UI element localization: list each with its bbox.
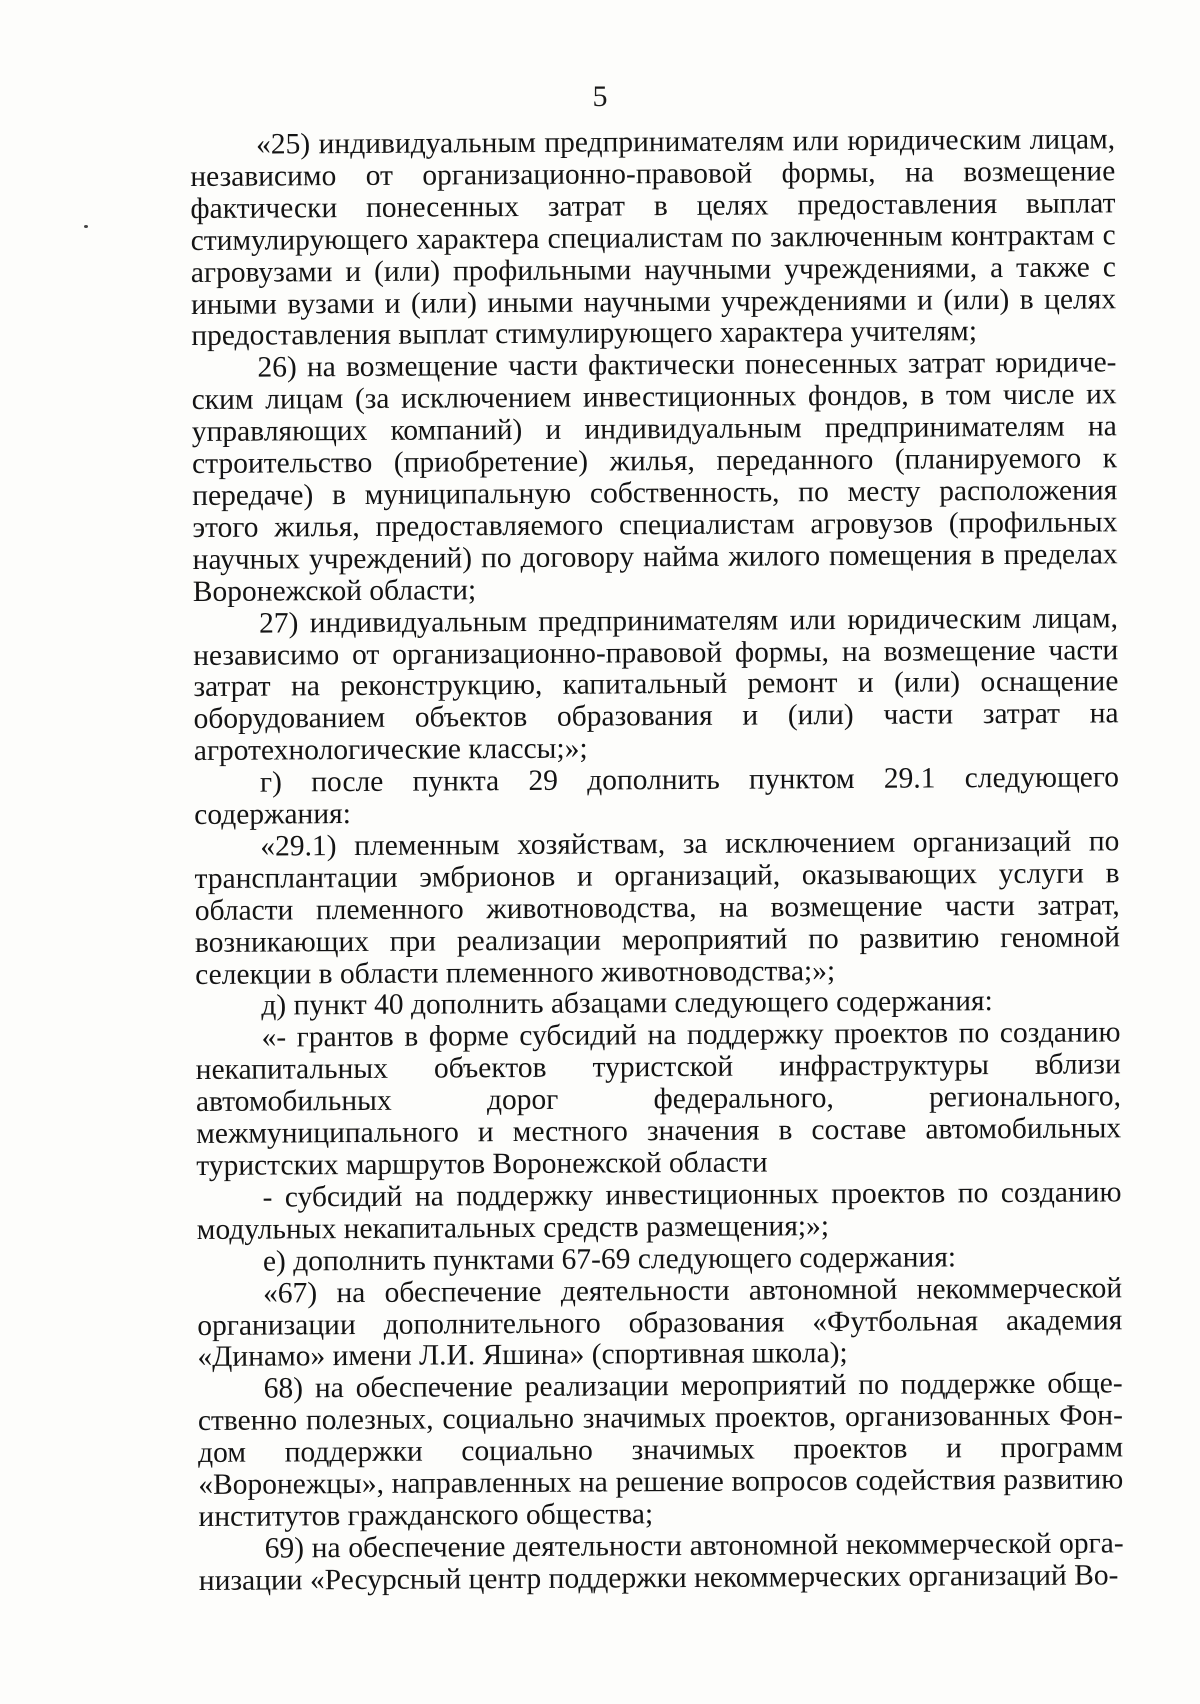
scan-speck: [84, 225, 88, 228]
paragraph-item-25: «25) индивидуальным предпринимателям или юридическим лицам, независимо от организационно-правовой формы, на возмещение фактически понесенных затрат в целях предоставления выплат стимулирующего характера специалистам по заключенным контрактам с агровузами и (или) профильными научными учреждениями, а также с иными вузами и (или) иными научными учреждениями и (или) в целях предоставления выплат стимулирующего характера учителям;: [190, 123, 1117, 353]
paragraph-grants-bullet: «- грантов в форме субсидий на поддержку проектов по созданию некапитальных объектов туристской инфраструктуры вблизи автомобильных дорог федерального, регионального, межмуниципального и местного значения в составе автомобильных туристских маршрутов Воронежской области: [195, 1016, 1122, 1182]
paragraph-subclause-e: е) дополнить пунктами 67-69 следующего содержания:: [262, 1241, 957, 1278]
paragraph-subclause-d: д) пункт 40 дополнить абзацами следующего содержания:: [261, 985, 993, 1023]
paragraph-item-67: «67) на обеспечение деятельности автономной некоммерческой организации дополнительного образования «Футбольная академия «Динамо» имени Л.И. Яшина» (спортивная школа);: [197, 1271, 1123, 1374]
paragraph-subsidies-bullet: - субсидий на поддержку инвестиционных проектов по созданию модульных некапитальных средств размещения;»;: [196, 1176, 1122, 1246]
paragraph-item-68: 68) на обеспечение реализации мероприятий по поддержке общественно полезных, социально значимых проектов, организованных Фондом поддержки социально значимых проектов и программ «Воронежцы», направленных на решение вопросов содействия развитию институтов гражданского общества;: [197, 1367, 1124, 1533]
document-body: [190, 124, 1124, 1597]
page-number: 5: [592, 80, 608, 113]
paragraph-item-27: 27) индивидуальным предпринимателям или юридическим лицам, независимо от организационно-правовой формы, на возмещение части затрат на реконструкцию, капитальный ремонт и (или) оснащение оборудованием объектов образования и (или) части затрат на агротехнологические классы;»;: [193, 601, 1119, 768]
paragraph-item-69: 69) на обеспечение деятельности автономной некоммерческой организации «Ресурсный центр поддержки некоммерческих организаций Во-: [198, 1527, 1124, 1597]
paragraph-subclause-g: г) после пункта 29 дополнить пунктом 29.1 следующего содержания:: [194, 761, 1120, 832]
paragraph-item-26: 26) на возмещение части фактически понесенных затрат юридическим лицам (за исключением инвестиционных фондов, в том числе их управляющих компаний) и индивидуальным предпринимателям на строительство (приобретение) жилья, переданного (планируемого к передаче) в муниципальную собственность, по месту расположения этого жилья, предоставляемого специалистам агровузов (профильных научных учреждений) по договору найма жилого помещения в пределах Воронежской области;: [191, 346, 1118, 608]
paragraph-item-29-1: «29.1) племенным хозяйствам, за исключением организаций по трансплантации эмбрионов и организаций, оказывающих услуги в области племенного животноводства, на возмещение части затрат, возникающих при реализации мероприятий по развитию геномной селекции в области племенного животноводства;»;: [194, 825, 1121, 991]
